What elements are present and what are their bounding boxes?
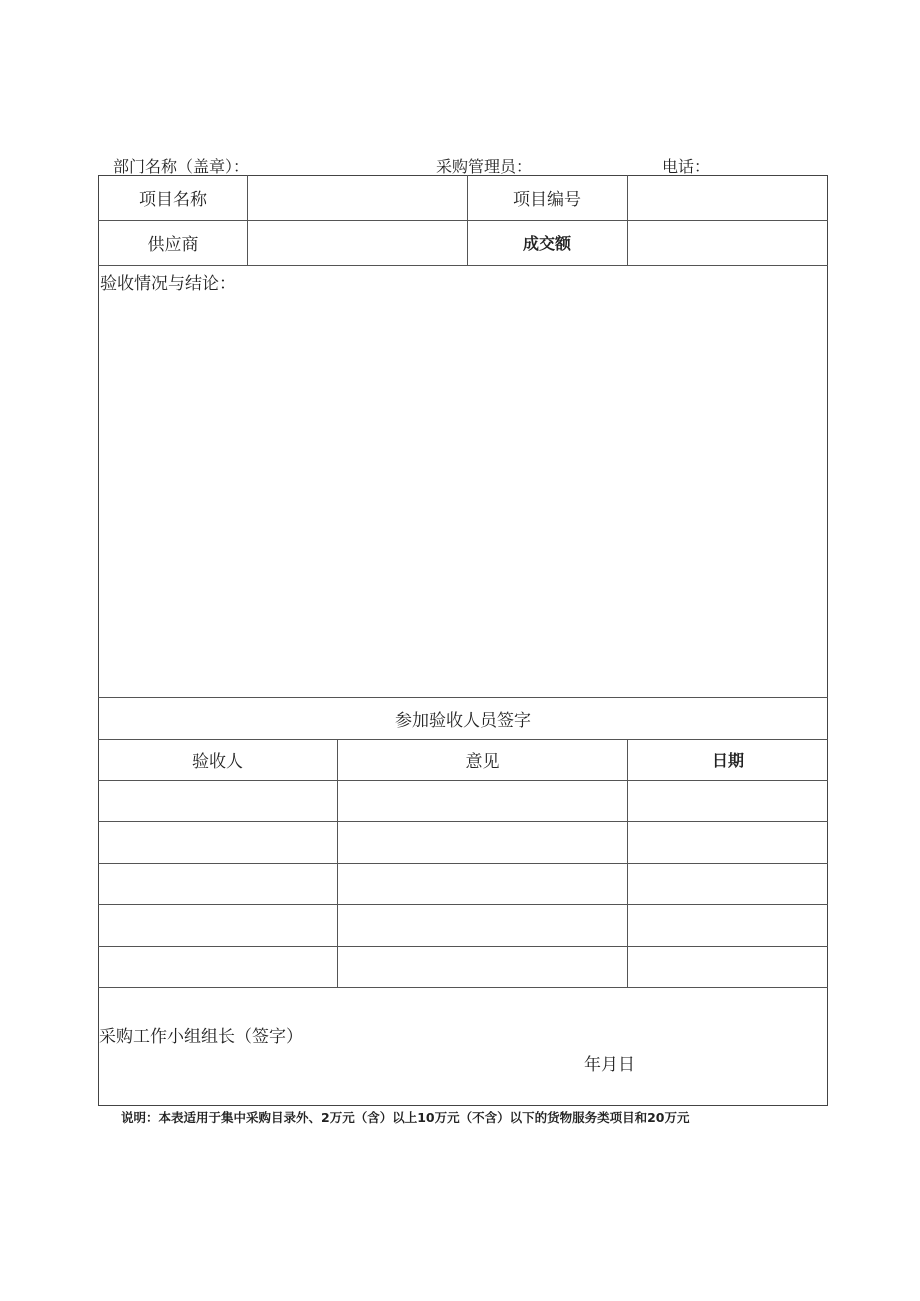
project-no-label: 项目编号 — [513, 190, 581, 210]
opinion-cell[interactable] — [338, 821, 627, 863]
acceptance-conclusion-label: 验收情况与结论： — [100, 274, 236, 294]
project-no-field[interactable] — [628, 175, 828, 220]
date-cell[interactable] — [628, 863, 828, 904]
row-divider — [98, 265, 828, 266]
signature-section-title: 参加验收人员签字 — [395, 710, 531, 731]
date-cell[interactable] — [628, 946, 828, 987]
date-cell[interactable] — [628, 904, 828, 946]
supplier-label: 供应商 — [147, 235, 199, 255]
opinion-cell[interactable] — [338, 904, 627, 946]
inspector-cell[interactable] — [98, 821, 337, 863]
supplier-field[interactable] — [248, 220, 467, 265]
group-leader-signature-label: 采购工作小组组长（签字） — [99, 1027, 303, 1047]
signature-date-label: 年月日 — [584, 1055, 635, 1075]
department-label: 部门名称（盖章）： — [113, 157, 250, 176]
row-divider — [98, 987, 828, 988]
date-cell[interactable] — [628, 780, 828, 821]
opinion-cell[interactable] — [338, 946, 627, 987]
opinion-cell[interactable] — [338, 863, 627, 904]
acceptance-conclusion-area[interactable] — [99, 295, 827, 696]
inspector-cell[interactable] — [98, 863, 337, 904]
opinion-column-header: 意见 — [465, 752, 500, 772]
inspector-cell[interactable] — [98, 946, 337, 987]
inspector-cell[interactable] — [98, 780, 337, 821]
purchaser-label: 采购管理员： — [436, 157, 533, 176]
amount-field[interactable] — [628, 220, 828, 265]
project-name-label: 项目名称 — [139, 190, 207, 210]
project-name-field[interactable] — [248, 175, 467, 220]
form-note: 说明：本表适用于集中采购目录外、2万元（含）以上10万元（不含）以下的货物服务类项目和20万元 — [121, 1110, 690, 1125]
date-column-header: 日期 — [711, 751, 744, 770]
inspector-column-header: 验收人 — [192, 752, 243, 772]
date-cell[interactable] — [628, 821, 828, 863]
opinion-cell[interactable] — [338, 780, 627, 821]
phone-label: 电话： — [662, 157, 711, 176]
inspector-cell[interactable] — [98, 904, 337, 946]
amount-label: 成交额 — [522, 234, 571, 253]
